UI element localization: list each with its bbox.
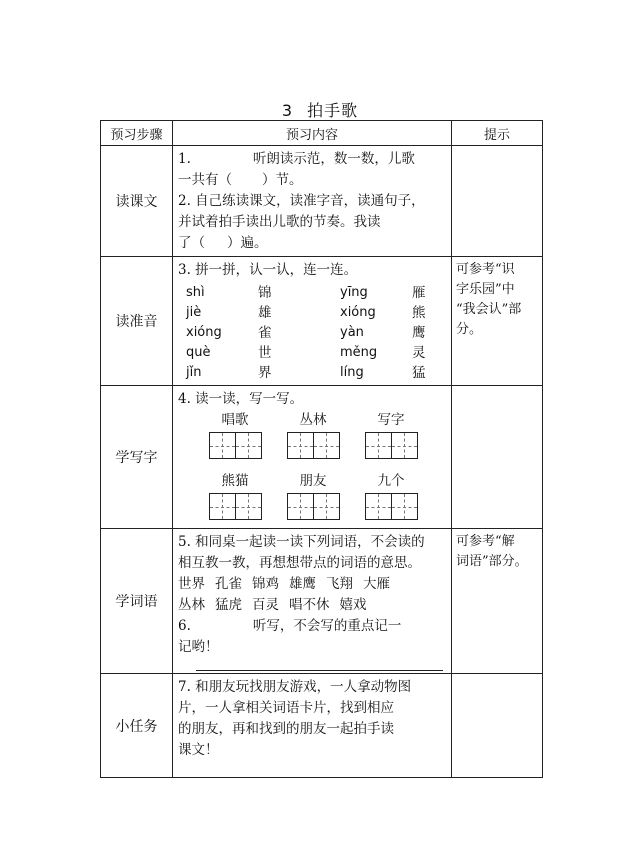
item-text: ）遍。	[227, 235, 268, 251]
hanzi: 猛	[412, 365, 426, 381]
hanzi: 雄	[258, 305, 272, 321]
preview-table	[100, 120, 543, 778]
lesson-title: 拍手歌	[307, 101, 359, 120]
hanzi: 熊	[412, 305, 426, 321]
vocab-word: 飞翔	[326, 576, 353, 592]
item-text: 记哟！	[178, 639, 219, 655]
hint-text: 可参考“解	[456, 534, 515, 549]
pinyin: jiè	[186, 305, 202, 320]
writing-word: 九个	[377, 473, 405, 489]
vocab-word: 嬉戏	[339, 597, 367, 613]
hanzi: 雁	[412, 285, 426, 301]
item-text: 了（	[178, 235, 205, 251]
writing-item	[352, 471, 430, 526]
content-cell	[173, 386, 452, 529]
word-list	[178, 595, 447, 616]
pinyin: jǐn	[186, 365, 202, 380]
pinyin: què	[186, 345, 211, 360]
writing-grid[interactable]	[287, 493, 340, 520]
vocab-word: 大雁	[363, 576, 390, 592]
vocab-word: 百灵	[252, 597, 279, 613]
page-title	[0, 98, 640, 121]
writing-word: 写字	[377, 412, 405, 428]
row-vocabulary	[101, 529, 543, 674]
pinyin: měng	[340, 345, 378, 360]
writing-grid[interactable]	[287, 432, 340, 459]
matching-exercise	[178, 283, 447, 383]
hint-text: 分。	[456, 322, 483, 337]
item-text: 7. 和朋友玩找朋友游戏，一人拿动物图	[178, 679, 412, 695]
pinyin: yàn	[340, 325, 364, 340]
hint-cell	[452, 674, 543, 778]
item-text: 3. 拼一拼，认一认，连一连。	[178, 262, 358, 278]
writing-grid[interactable]	[209, 493, 262, 520]
content-cell	[173, 674, 452, 778]
writing-word: 丛林	[299, 412, 327, 428]
hint-text: “我会认”部	[456, 302, 522, 317]
header-row	[101, 121, 543, 146]
pinyin: xióng	[340, 305, 376, 320]
hanzi: 雀	[258, 325, 272, 341]
hint-cell	[452, 386, 543, 529]
row-read-text	[101, 146, 543, 257]
header-step: 预习步骤	[101, 121, 173, 146]
writing-grid[interactable]	[365, 493, 418, 520]
matching-left-column	[178, 283, 298, 383]
hanzi: 灵	[412, 345, 426, 361]
row-writing	[101, 386, 543, 529]
vocab-word: 唱不休	[289, 597, 330, 613]
word-list	[178, 574, 447, 595]
hint-cell	[452, 529, 543, 674]
writing-word: 唱歌	[221, 412, 249, 428]
hint-text: 字乐园”中	[456, 282, 515, 297]
step-label: 学写字	[101, 386, 173, 529]
header-hint: 提示	[452, 121, 543, 146]
writing-word: 朋友	[299, 473, 327, 489]
vocab-word: 猛虎	[215, 597, 242, 613]
content-cell	[173, 257, 452, 386]
item-text: 听写，不会写的重点记一	[252, 618, 402, 634]
row-task	[101, 674, 543, 778]
matching-right-column	[332, 283, 452, 383]
pinyin: xióng	[186, 325, 222, 340]
item-number: 1.	[178, 151, 191, 167]
answer-line[interactable]	[196, 658, 443, 671]
item-text: 听朗读示范，数一数，儿歌	[252, 151, 415, 167]
content-cell	[173, 529, 452, 674]
hanzi: 世	[258, 345, 272, 361]
vocab-word: 锦鸡	[252, 576, 279, 592]
item-text: 4. 读一读，写一写。	[178, 391, 304, 407]
pinyin: líng	[340, 365, 364, 380]
vocab-word: 丛林	[178, 597, 205, 613]
item-text: 相互教一教，再想想带点的词语的意思。	[178, 555, 421, 571]
hint-cell	[452, 146, 543, 257]
writing-grid[interactable]	[209, 432, 262, 459]
pinyin: shì	[186, 285, 205, 300]
writing-item	[196, 410, 274, 465]
step-label: 读准音	[101, 257, 173, 386]
writing-item	[274, 410, 352, 465]
step-label: 学词语	[101, 529, 173, 674]
item-number: 6.	[178, 618, 191, 634]
item-text: 一共有（	[178, 172, 232, 188]
writing-word: 熊猫	[221, 473, 249, 489]
hint-text: 可参考“识	[456, 262, 515, 277]
writing-item	[196, 471, 274, 526]
step-label: 小任务	[101, 674, 173, 778]
writing-grid[interactable]	[365, 432, 418, 459]
item-text: 并试着拍手读出儿歌的节奏。我读	[178, 214, 381, 230]
vocab-word: 雄鹰	[289, 576, 316, 592]
hint-text: 词语”部分。	[456, 554, 528, 569]
item-text: 课文！	[178, 742, 219, 758]
hint-cell	[452, 257, 543, 386]
hanzi: 鹰	[412, 325, 426, 341]
step-label: 读课文	[101, 146, 173, 257]
vocab-word: 孔雀	[215, 576, 242, 592]
writing-item	[352, 410, 430, 465]
item-text: 的朋友，再和找到的朋友一起拍手读	[178, 721, 394, 737]
item-text: 5. 和同桌一起读一读下列词语，不会读的	[178, 534, 425, 550]
item-text: 片，一人拿相关词语卡片，找到相应	[178, 700, 394, 716]
hanzi: 界	[258, 365, 272, 381]
content-cell	[173, 146, 452, 257]
item-text: 2. 自己练读课文，读准字音，读通句子，	[178, 193, 425, 209]
item-text: ）节。	[262, 172, 303, 188]
header-content: 预习内容	[173, 121, 452, 146]
lesson-number: 3	[281, 101, 294, 120]
pinyin: yīng	[340, 285, 368, 300]
row-pronunciation	[101, 257, 543, 386]
writing-item	[274, 471, 352, 526]
vocab-word: 世界	[178, 576, 205, 592]
hanzi: 锦	[258, 285, 272, 301]
